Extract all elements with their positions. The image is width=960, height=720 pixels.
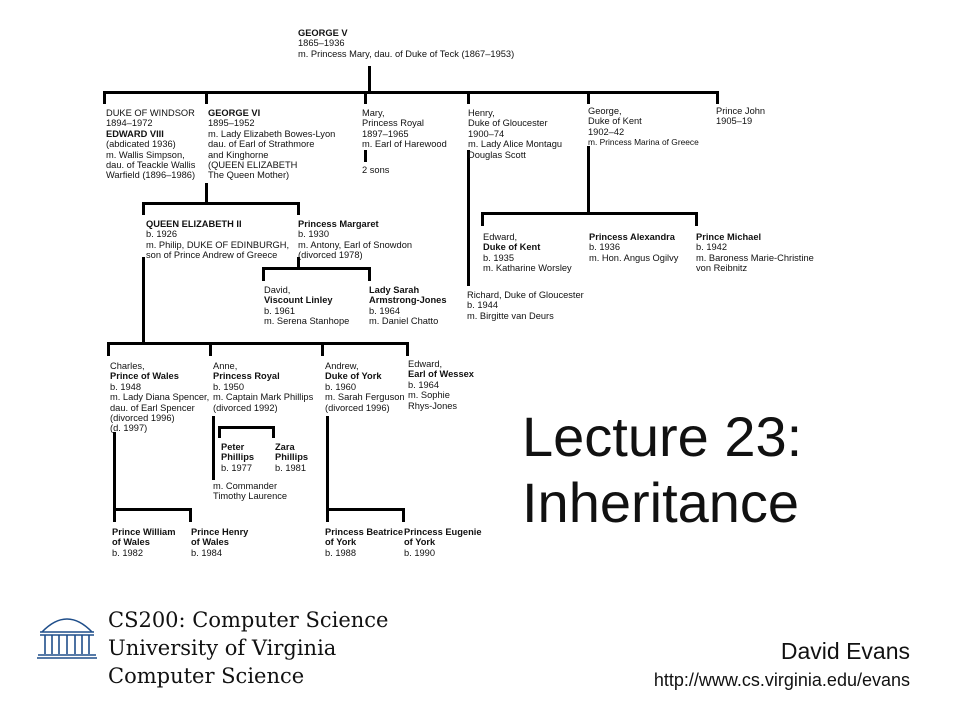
person-detail: b. 1982 [112, 547, 144, 558]
person-margaret [298, 219, 412, 261]
connector-line [481, 212, 698, 215]
person-detail: Armstrong-Jones [369, 295, 447, 306]
connector-line [218, 426, 221, 438]
author-name: David Evans [780, 638, 910, 664]
connector-line [142, 202, 145, 215]
person-detail: 1894–1972 [106, 118, 153, 129]
person-detail: 1905–19 [716, 116, 753, 127]
department-name: Computer Science [108, 664, 305, 688]
person-detail: b. 1948 [110, 381, 142, 392]
connector-line [205, 91, 208, 104]
person-name: Mary, [362, 108, 385, 118]
person-detail: (divorced 1992) [213, 402, 278, 413]
person-name: Charles, [110, 361, 145, 371]
person-detail: (divorced 1996) [325, 402, 390, 413]
connector-line [142, 202, 300, 205]
person-name: Andrew, [325, 361, 359, 371]
person-detail: 1865–1936 [298, 38, 345, 49]
person-detail: b. 1984 [191, 547, 223, 558]
person-anne [213, 361, 313, 413]
person-harry [191, 527, 248, 558]
slide-title-line: Inheritance [522, 471, 800, 534]
connector-line [107, 342, 110, 356]
connector-line [262, 267, 265, 281]
connector-line [272, 426, 275, 438]
person-detail: m. Daniel Chatto [369, 316, 439, 327]
person-name: EDWARD VIII [106, 128, 164, 139]
person-detail: b. 1942 [696, 242, 728, 253]
person-detail: m. Sarah Ferguson [325, 392, 405, 403]
person-sarah-armstrong-jones [369, 285, 447, 327]
person-name: David, [264, 285, 291, 295]
connector-line [364, 150, 367, 162]
person-name: Princess Eugenie [404, 527, 482, 537]
person-detail: m. Katharine Worsley [483, 263, 572, 274]
connector-line [364, 91, 367, 104]
person-detail: m. Princess Mary, dau. of Duke of Teck (1867–1953) [298, 48, 515, 59]
connector-line [402, 508, 405, 522]
person-detail: Duke of York [325, 371, 382, 382]
person-detail: and Kinghorne [208, 149, 269, 160]
university-name: University of Virginia [108, 636, 337, 660]
person-detail: m. Antony, Earl of Snowdon [298, 239, 413, 250]
course-info [108, 606, 388, 690]
person-detail: 1897–1965 [362, 128, 409, 139]
person-detail: b. 1930 [298, 229, 330, 240]
person-detail: dau. of Earl of Strathmore [208, 139, 315, 150]
person-detail: m. Earl of Harewood [362, 139, 447, 150]
person-richard [467, 290, 584, 321]
person-detail: Warfield (1896–1986) [106, 170, 196, 181]
person-detail: of Wales [112, 537, 150, 548]
person-beatrice [325, 527, 403, 558]
person-name: Edward, [483, 232, 518, 242]
person-name: George, [588, 106, 622, 116]
person-detail: Prince of Wales [110, 371, 179, 382]
person-name: Princess Beatrice [325, 527, 404, 537]
person-george-v [298, 28, 514, 59]
person-detail: b. 1990 [404, 547, 436, 558]
person-eugenie [404, 527, 482, 558]
person-detail: Duke of Kent [588, 116, 642, 127]
person-detail: 2 sons [362, 165, 390, 175]
person-detail: m. Captain Mark Phillips [213, 392, 314, 403]
person-detail: m. Philip, DUKE OF EDINBURGH, [146, 239, 290, 250]
connector-line [587, 91, 590, 104]
person-detail: b. 1944 [467, 300, 499, 311]
connector-line [326, 508, 405, 511]
person-name: Anne, [213, 361, 238, 371]
slide-title-line: Lecture 23: [522, 405, 803, 468]
connector-line [716, 91, 719, 104]
rotunda-logo-icon [36, 610, 98, 662]
person-name: Prince Henry [191, 527, 249, 537]
connector-line [103, 91, 106, 104]
person-detail: m. Baroness Marie-Christine [696, 252, 814, 263]
person-detail: Earl of Wessex [408, 369, 474, 380]
person-detail: Phillips [275, 452, 309, 463]
person-detail: b. 1964 [408, 379, 440, 390]
person-name: GEORGE VI [208, 108, 261, 118]
connector-line [103, 91, 719, 94]
connector-line [368, 267, 371, 281]
person-detail: m. Lady Alice Montagu [468, 139, 563, 150]
connector-line [321, 342, 324, 356]
person-edward-viii [106, 108, 195, 181]
person-detail: of York [404, 537, 436, 548]
connector-line [212, 416, 215, 480]
connector-line [218, 426, 275, 429]
person-detail: of Wales [191, 537, 229, 548]
person-name: Peter [221, 442, 245, 452]
connector-line [113, 432, 116, 509]
person-detail: Douglas Scott [468, 149, 526, 160]
person-detail: Timothy Laurence [213, 491, 288, 502]
person-detail: Princess Royal [362, 118, 425, 129]
connector-line [262, 267, 371, 270]
person-name: Prince John [716, 106, 766, 116]
person-andrew [325, 361, 405, 413]
person-detail: The Queen Mother) [208, 170, 290, 181]
person-detail: b. 1960 [325, 381, 357, 392]
person-michael [696, 232, 814, 274]
connector-line [368, 66, 371, 93]
person-william [112, 527, 175, 558]
person-detail: (abdicated 1936) [106, 139, 176, 150]
person-detail: m. Serena Stanhope [264, 316, 350, 327]
connector-line [326, 416, 329, 509]
person-detail: m. Hon. Angus Ogilvy [589, 252, 679, 263]
person-henry [468, 108, 562, 160]
connector-line [587, 146, 590, 214]
person-name: Prince William [112, 527, 176, 537]
person-george-kent [588, 106, 699, 148]
connector-line [467, 150, 470, 286]
person-detail: b. 1926 [146, 229, 178, 240]
person-detail: (divorced 1978) [298, 250, 363, 261]
person-detail: Phillips [221, 452, 255, 463]
connector-line [189, 508, 192, 522]
person-john [716, 106, 765, 127]
person-detail: (d. 1997) [110, 423, 148, 434]
person-detail: DUKE OF WINDSOR [106, 108, 195, 118]
person-detail: m. Sophie [408, 390, 450, 401]
person-detail: of York [325, 537, 357, 548]
person-elizabeth-ii [146, 219, 289, 261]
connector-line [142, 257, 145, 343]
person-name: GEORGE V [298, 28, 348, 38]
person-detail: Princess Royal [213, 371, 280, 382]
person-name: Edward, [408, 359, 443, 369]
person-detail: (QUEEN ELIZABETH [208, 160, 298, 171]
connector-line [205, 183, 208, 203]
person-detail: Duke of Gloucester [468, 118, 548, 129]
person-david-linley [264, 285, 349, 327]
person-detail: Rhys-Jones [408, 400, 458, 411]
person-detail: b. 1961 [264, 305, 296, 316]
connector-line [107, 342, 409, 345]
person-edward-kent [483, 232, 572, 274]
person-detail: Duke of Kent [483, 242, 541, 253]
person-alexandra [589, 232, 678, 263]
person-detail: m. Birgitte van Deurs [467, 310, 554, 321]
person-detail: b. 1936 [589, 242, 621, 253]
person-name: QUEEN ELIZABETH II [146, 219, 242, 229]
person-detail: m. Lady Diana Spencer, [110, 392, 210, 403]
person-name: Prince Michael [696, 232, 762, 242]
person-detail: 1900–74 [468, 128, 505, 139]
person-zara-phillips [275, 442, 308, 473]
connector-line [467, 91, 470, 104]
person-mary-children [362, 165, 389, 175]
connector-line [113, 508, 116, 522]
person-detail: dau. of Teackle Wallis [106, 160, 196, 171]
connector-line [113, 508, 192, 511]
person-mary [362, 108, 447, 150]
person-detail: b. 1981 [275, 462, 307, 473]
person-edward-wessex [408, 359, 474, 411]
person-detail: m. Lady Elizabeth Bowes-Lyon [208, 128, 336, 139]
person-detail: b. 1977 [221, 462, 253, 473]
person-charles [110, 361, 209, 434]
author-block [654, 636, 910, 694]
course-name: CS200: Computer Science [108, 608, 389, 632]
person-detail: b. 1964 [369, 305, 401, 316]
person-name: Lady Sarah [369, 285, 420, 295]
connector-line [481, 212, 484, 226]
person-detail: b. 1988 [325, 547, 357, 558]
person-detail: m. Wallis Simpson, [106, 149, 185, 160]
person-detail: son of Prince Andrew of Greece [146, 250, 278, 261]
connector-line [209, 342, 212, 356]
person-name: Princess Alexandra [589, 232, 675, 242]
person-detail: dau. of Earl Spencer [110, 402, 195, 413]
connector-line [406, 342, 409, 356]
author-url-link[interactable]: http://www.cs.virginia.edu/evans [653, 670, 910, 690]
person-george-vi [208, 108, 335, 181]
person-detail: m. Princess Marina of Greece [588, 137, 699, 148]
person-name: Henry, [468, 108, 495, 118]
person-detail: b. 1950 [213, 381, 245, 392]
person-name: Zara [275, 442, 295, 452]
connector-line [695, 212, 698, 226]
person-anne-second-marriage [213, 481, 287, 502]
person-detail: b. 1935 [483, 252, 515, 263]
person-name: Princess Margaret [298, 219, 379, 229]
person-detail: 1902–42 [588, 126, 625, 137]
person-detail: 1895–1952 [208, 118, 255, 129]
person-detail: (divorced 1996) [110, 413, 175, 424]
person-peter-phillips [221, 442, 254, 473]
person-detail: von Reibnitz [696, 263, 748, 274]
connector-line [297, 202, 300, 215]
person-detail: m. Commander [213, 481, 278, 491]
person-detail: Viscount Linley [264, 295, 333, 306]
slide-title [522, 404, 802, 536]
person-name: Richard, Duke of Gloucester [467, 290, 584, 300]
connector-line [326, 508, 329, 522]
